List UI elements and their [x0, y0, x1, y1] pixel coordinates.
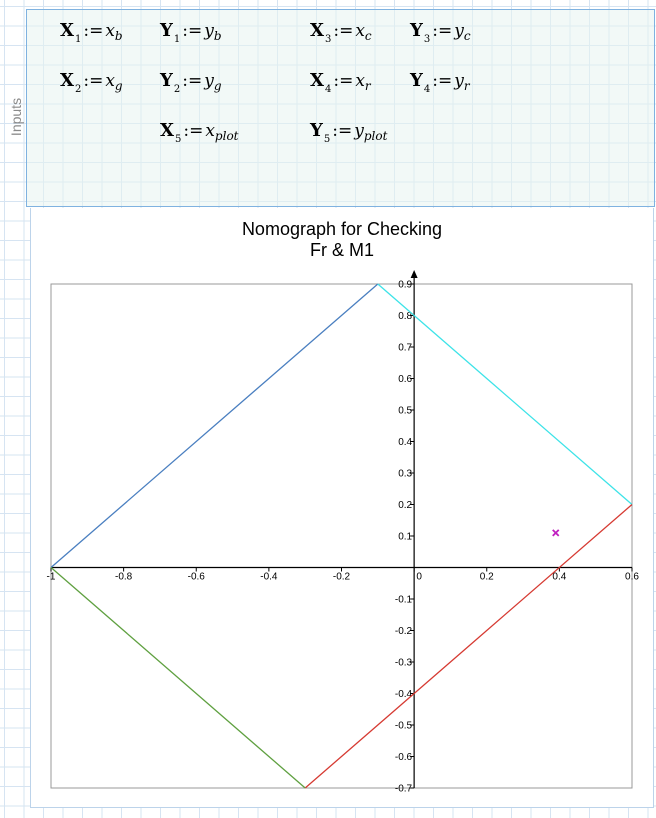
- y-tick-label: 0.6: [398, 374, 413, 385]
- equation-variable: Y: [160, 20, 173, 41]
- equation-rhs: y: [204, 21, 214, 41]
- x-tick-label: 0.4: [552, 571, 567, 583]
- definition-operator: :=: [432, 71, 453, 91]
- equation-rhs-subscript: c: [364, 29, 372, 43]
- y-tick-label: 0.9: [398, 279, 413, 291]
- definition-operator: :=: [83, 21, 104, 41]
- equation-rhs-subscript: plot: [363, 129, 388, 143]
- equation-variable-subscript: 5: [323, 134, 331, 145]
- equation-rhs: y: [454, 71, 464, 91]
- y-tick-label: 0.1: [398, 531, 413, 543]
- definition-operator: :=: [182, 71, 203, 91]
- equation-rhs: x: [205, 121, 215, 141]
- equation-rhs: x: [105, 21, 115, 41]
- definition-operator: :=: [183, 121, 204, 141]
- chart-title-line-1: Nomograph for Checking: [241, 219, 443, 239]
- equation-variable-subscript: 1: [173, 34, 181, 45]
- chart-title-line-2: Fr & M1: [309, 240, 374, 260]
- equation-variable-subscript: 1: [74, 34, 82, 45]
- equation-variable: Y: [410, 70, 423, 91]
- x-tick-label: -0.4: [260, 571, 278, 583]
- equation-variable: Y: [160, 70, 173, 91]
- equation-rhs-subscript: r: [364, 79, 371, 93]
- x-tick-label: 0: [416, 571, 422, 583]
- equation-rhs-subscript: b: [213, 29, 222, 43]
- y-tick-label: 0.8: [398, 311, 413, 322]
- x-tick-label: -0.2: [332, 571, 351, 583]
- equation-variable-subscript: 5: [174, 134, 182, 145]
- series-line-4: [51, 568, 305, 789]
- equation-rhs: y: [454, 21, 464, 41]
- equation-variable: X: [60, 20, 74, 41]
- equation-rhs: y: [204, 71, 214, 91]
- series-line-3: [305, 505, 632, 789]
- y-tick-label: -0.1: [394, 594, 413, 606]
- series-line-2: [378, 284, 632, 505]
- equation-variable-subscript: 4: [324, 84, 332, 95]
- equation-rhs: x: [355, 71, 365, 91]
- x-tick-label: -0.8: [115, 571, 133, 583]
- equation-variable-subscript: 3: [324, 34, 332, 45]
- x-tick-label: -1: [46, 571, 56, 583]
- equation-rhs-subscript: g: [213, 79, 222, 93]
- inputs-region-label: Inputs: [8, 97, 24, 137]
- y-tick-label: 0.5: [398, 405, 413, 417]
- definition-operator: :=: [432, 21, 453, 41]
- y-tick-label: -0.4: [394, 689, 413, 700]
- equation-rhs: x: [355, 21, 365, 41]
- equation-variable: Y: [410, 20, 423, 41]
- y-tick-label: 0.7: [398, 342, 413, 354]
- y-tick-label: -0.7: [394, 783, 413, 795]
- equation-variable-subscript: 3: [423, 34, 431, 45]
- equation-variable-subscript: 4: [423, 84, 431, 95]
- equation-variable: X: [310, 70, 324, 91]
- equation-rhs-subscript: g: [114, 79, 123, 93]
- equation-rhs-subscript: c: [463, 29, 471, 43]
- equation-variable: X: [60, 70, 74, 91]
- equation-variable-subscript: 2: [74, 84, 82, 95]
- y-tick-label: 0.2: [398, 500, 413, 511]
- equation-rhs: y: [354, 121, 364, 141]
- equation-variable: X: [310, 20, 324, 41]
- definition-operator: :=: [332, 121, 353, 141]
- equation-rhs: x: [105, 71, 115, 91]
- y-tick-label: -0.5: [394, 720, 413, 732]
- equation-variable: X: [160, 120, 174, 141]
- y-tick-label: -0.6: [394, 752, 413, 763]
- y-tick-label: -0.3: [394, 657, 413, 669]
- plot-point-marker: [553, 530, 559, 536]
- definition-operator: :=: [83, 71, 104, 91]
- series-line-1: [51, 284, 378, 568]
- y-axis-arrow-icon: [411, 270, 418, 278]
- x-tick-label: -0.6: [187, 571, 205, 583]
- y-tick-label: 0.3: [398, 468, 413, 480]
- definition-operator: :=: [333, 21, 354, 41]
- definition-operator: :=: [333, 71, 354, 91]
- equation-variable-subscript: 2: [173, 84, 181, 95]
- equation-rhs-subscript: plot: [214, 129, 239, 143]
- x-tick-label: 0.2: [479, 571, 494, 583]
- y-tick-label: 0.4: [398, 437, 413, 448]
- equation-variable: Y: [310, 120, 323, 141]
- equation-rhs-subscript: r: [463, 79, 470, 93]
- y-tick-label: -0.2: [394, 626, 413, 637]
- plot-frame: [51, 284, 632, 788]
- definition-operator: :=: [182, 21, 203, 41]
- x-tick-label: 0.6: [625, 571, 639, 583]
- equation-rhs-subscript: b: [114, 29, 123, 43]
